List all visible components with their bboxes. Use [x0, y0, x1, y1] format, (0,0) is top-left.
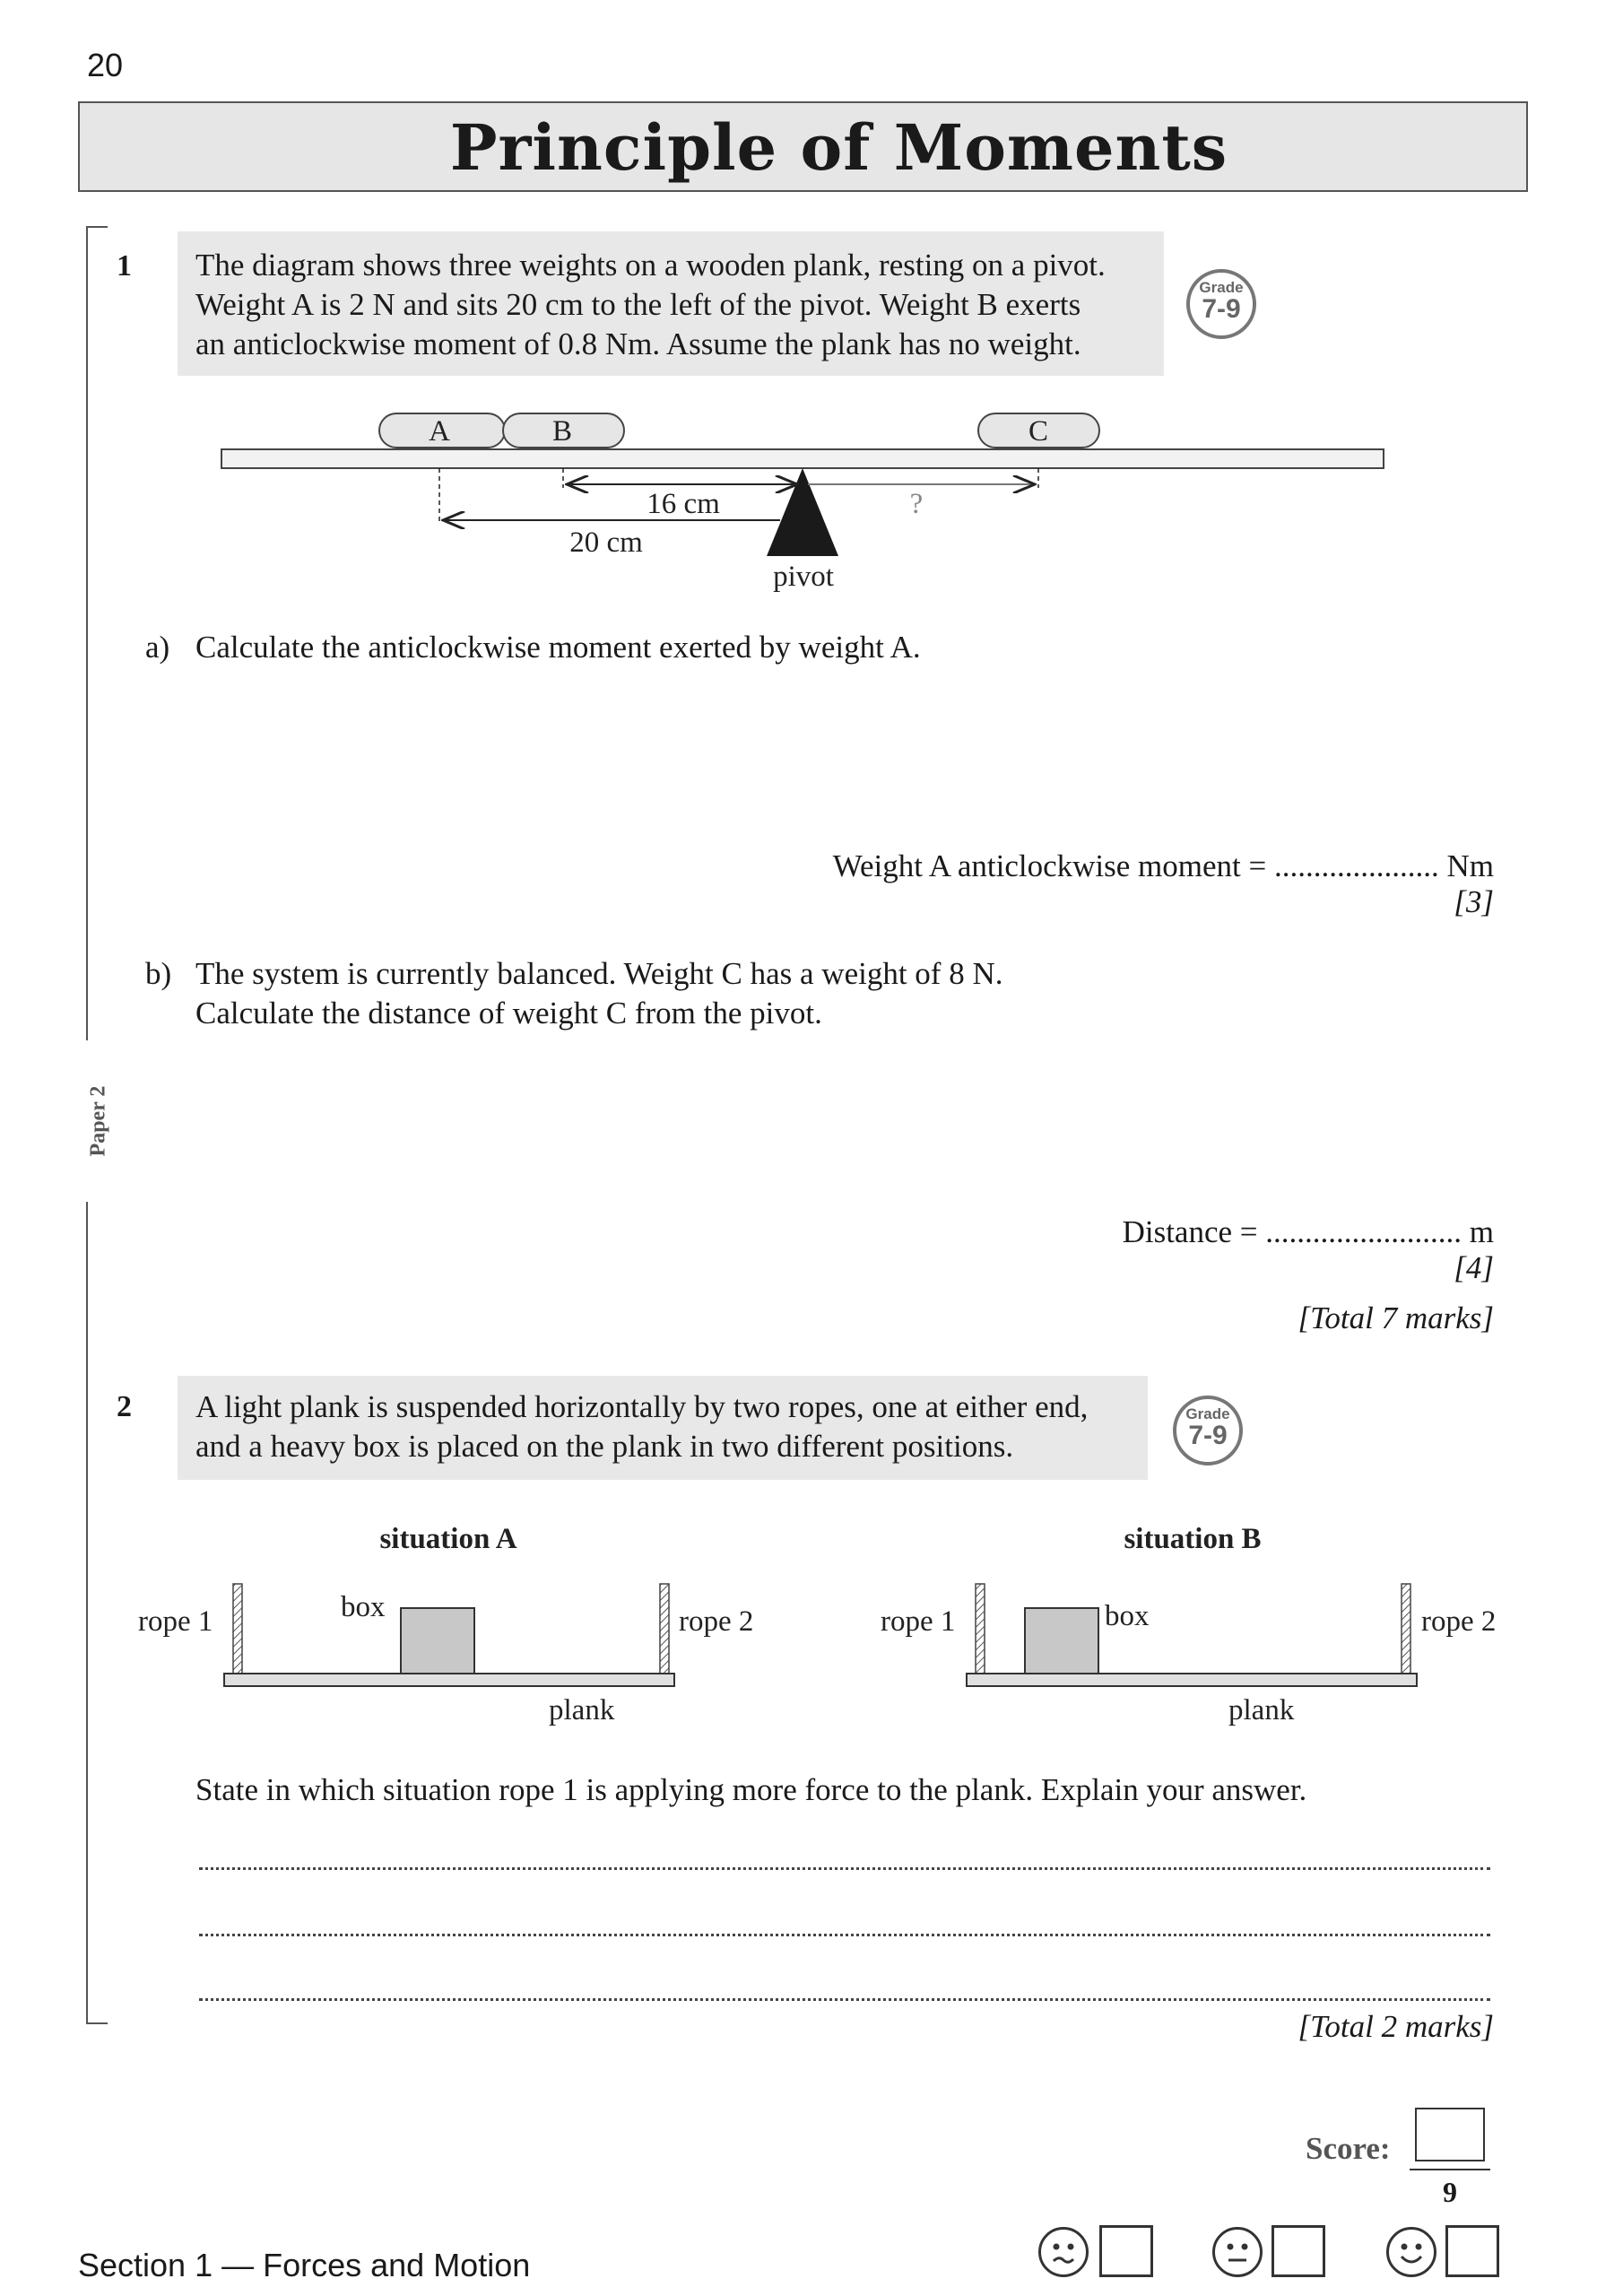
weight-a-label: A [429, 415, 450, 448]
score-out-of: 9 [1443, 2176, 1457, 2208]
wooden-plank [221, 449, 1384, 468]
marks-a: [3] [1454, 884, 1494, 919]
q2-prompt: State in which situation rope 1 is applying more force to the plank. Explain your answer. [195, 1772, 1307, 1807]
plank-diagrams [0, 1507, 1623, 1740]
weight-c-label: C [1028, 415, 1049, 448]
grade-value: 7-9 [1188, 1421, 1228, 1450]
bracket-top [86, 226, 108, 228]
part-b-line-1: The system is currently balanced. Weight C has a weight of 8 N. [195, 956, 1003, 991]
page-title: Principle of Moments [449, 110, 1228, 185]
question-1-text [195, 246, 1106, 364]
answer-b[interactable]: Distance = ......................... m [1122, 1214, 1494, 1249]
part-b-text [195, 954, 1002, 1033]
total-q2: [Total 2 marks] [1298, 2009, 1494, 2044]
score-divider [1410, 2169, 1490, 2170]
label-16cm: 16 cm [647, 488, 720, 520]
situation-a [138, 1523, 753, 1726]
answer-line-1[interactable] [199, 1867, 1490, 1870]
question-1-box [178, 231, 1164, 376]
rope-1-b [976, 1584, 985, 1674]
part-a-letter: a) [145, 630, 170, 665]
score-label: Score: [1306, 2131, 1391, 2166]
plank-b [967, 1674, 1417, 1686]
box-a [401, 1608, 474, 1674]
box-a-label: box [341, 1591, 386, 1623]
unsure-face-icon [1038, 2227, 1089, 2277]
q2-line-2: and a heavy box is placed on the plank in two different positions. [195, 1429, 1014, 1464]
score-box[interactable] [1415, 2108, 1485, 2161]
part-b-letter: b) [145, 956, 172, 991]
neutral-checbox[interactable] [1271, 2225, 1325, 2277]
plank-b-label: plank [1228, 1694, 1295, 1726]
situation-a-title: situation A [379, 1523, 517, 1555]
unsure-checkbox[interactable] [1099, 2225, 1153, 2277]
page-number: 20 [87, 47, 124, 83]
rope-1-b-label: rope 1 [881, 1605, 956, 1638]
rope-2-b-label: rope 2 [1421, 1605, 1497, 1638]
rope-1-a-label: rope 1 [138, 1605, 213, 1638]
happy-face-icon [1386, 2227, 1436, 2277]
question-2-text [195, 1387, 1088, 1466]
title-bar [78, 101, 1528, 192]
grade-label: Grade [1199, 279, 1244, 296]
weight-b-label: B [551, 415, 573, 448]
happy-checkbox[interactable] [1445, 2225, 1499, 2277]
neutral-face-icon [1212, 2227, 1263, 2277]
pivot-triangle [767, 468, 838, 556]
grade-label: Grade [1185, 1405, 1230, 1422]
part-a-text: Calculate the anticlockwise moment exerted by weight A. [195, 630, 921, 665]
question-1-number: 1 [117, 249, 132, 283]
rope-1-a [233, 1584, 242, 1674]
answer-line-2[interactable] [199, 1934, 1490, 1936]
situation-b [881, 1523, 1496, 1726]
label-20cm: 20 cm [569, 526, 643, 559]
q1-line-3: an anticlockwise moment of 0.8 Nm. Assume the plank has no weight. [195, 326, 1081, 361]
label-question: ? [909, 488, 924, 520]
question-2-number: 2 [117, 1390, 132, 1423]
part-b-line-2: Calculate the distance of weight C from the pivot. [195, 996, 822, 1031]
rope-2-a-label: rope 2 [679, 1605, 754, 1638]
marks-b: [4] [1454, 1250, 1494, 1285]
grade-value: 7-9 [1202, 294, 1241, 324]
seesaw-diagram [0, 395, 1623, 610]
q2-line-1: A light plank is suspended horizontally by two ropes, one at either end, [195, 1389, 1089, 1424]
answer-line-3[interactable] [199, 1998, 1490, 2001]
box-b-label: box [1105, 1600, 1150, 1632]
grade-badge-q1 [1186, 269, 1256, 339]
rope-2-b [1402, 1584, 1410, 1674]
plank-a [224, 1674, 674, 1686]
situation-b-title: situation B [1124, 1523, 1262, 1555]
label-pivot: pivot [773, 561, 834, 593]
q1-line-2: Weight A is 2 N and sits 20 cm to the left of the pivot. Weight B exerts [195, 287, 1081, 322]
paper-label: Paper 2 [86, 1085, 110, 1157]
box-b [1025, 1608, 1098, 1674]
answer-a[interactable]: Weight A anticlockwise moment = ..................... Nm [832, 848, 1494, 883]
total-q1: [Total 7 marks] [1298, 1300, 1494, 1335]
q1-line-1: The diagram shows three weights on a wooden plank, resting on a pivot. [195, 248, 1106, 283]
rope-2-a [660, 1584, 669, 1674]
grade-badge-q2 [1173, 1396, 1243, 1465]
question-2-box [178, 1376, 1148, 1480]
plank-a-label: plank [549, 1694, 615, 1726]
footer-section: Section 1 — Forces and Motion [78, 2247, 531, 2283]
bracket-bottom [86, 2022, 108, 2024]
